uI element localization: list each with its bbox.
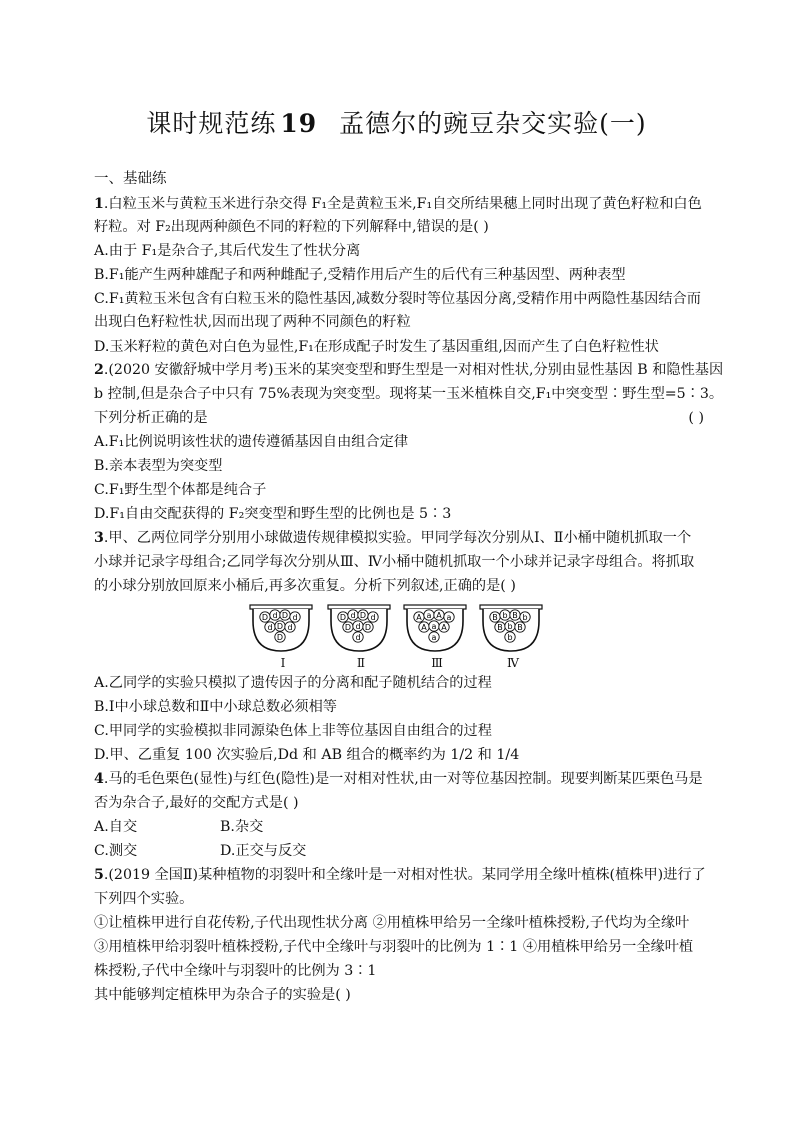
bucket-1-drawing: [248, 603, 318, 655]
q1-option-d: D.玉米籽粒的黄色对白色为显性,F₁在形成配子时发生了基因重组,因而产生了白色籽粒性状: [94, 339, 659, 355]
ball: [353, 621, 363, 631]
q5-text-1: .(2019 全国Ⅱ)某种植物的羽裂叶和全缘叶是一对相对性状。某同学用全缘叶植株(植株甲)进行了: [103, 867, 706, 883]
ball: [444, 612, 454, 622]
ball: [358, 610, 368, 620]
bucket-2-drawing: [326, 603, 396, 655]
ball-letter: b: [522, 613, 528, 622]
ball: [260, 612, 270, 622]
bucket-4-label: Ⅳ: [507, 656, 519, 670]
ball: [363, 622, 373, 632]
q5-number: 5: [94, 867, 104, 883]
q3-number: 3: [94, 530, 104, 546]
ball: [505, 632, 515, 642]
ball-letter: a: [446, 613, 452, 622]
q3-option-c: C.甲同学的实验模拟非同源染色体上非等位基因自由组合的过程: [94, 723, 492, 739]
bucket-3-label: Ⅲ: [431, 656, 443, 670]
q2-option-a: A.F₁比例说明该性状的遗传遵循基因自由组合定律: [94, 434, 409, 450]
ball-letter: D: [339, 613, 347, 622]
q3-option-d: D.甲、乙重复 100 次实验后,Dd 和 AB 组合的概率约为 1/2 和 1/4: [94, 747, 520, 763]
q1-option-c-1: C.F₁黄粒玉米包含有白粒玉米的隐性基因,减数分裂时等位基因分离,受精作用中两隐性基因结合而: [94, 291, 701, 307]
q1-option-c-2: 出现白色籽粒性状,因而出现了两种不同颜色的籽粒: [94, 314, 411, 330]
bucket-3: [402, 603, 472, 670]
ball-letter: b: [507, 622, 513, 631]
ball: [424, 610, 434, 620]
ball: [290, 612, 300, 622]
q5-line-3: ①让植株甲进行自花传粉,子代出现性状分离 ②用植株甲给另一全缘叶植株授粉,子代均为全缘叶: [94, 915, 690, 931]
ball-letter: B: [512, 611, 518, 620]
ball-letter: D: [359, 611, 367, 620]
ball: [348, 610, 358, 620]
ball: [353, 632, 363, 642]
ball: [368, 612, 378, 622]
q4-option-a: A.自交: [94, 819, 138, 835]
ball: [275, 632, 285, 642]
ball: [280, 610, 290, 620]
q4-number: 4: [94, 771, 104, 787]
ball-letter: a: [431, 633, 437, 642]
ball-letter: d: [287, 623, 293, 632]
ball: [439, 622, 449, 632]
ball-letter: B: [497, 623, 503, 632]
bucket-3-drawing: [402, 603, 472, 655]
ball: [414, 612, 424, 622]
q2-line-3: [94, 407, 704, 429]
title-suffix: 孟德尔的豌豆杂交实验(一): [339, 109, 647, 138]
q5-line-5: 株授粉,子代中全缘叶与羽裂叶的比例为 3∶1: [94, 963, 377, 979]
q2-option-b: B.亲本表型为突变型: [94, 458, 223, 474]
ball-letter: D: [261, 613, 269, 622]
ball: [429, 621, 439, 631]
q4-option-d: D.正交与反交: [220, 843, 307, 859]
ball: [490, 612, 500, 622]
ball: [500, 610, 510, 620]
bucket-figure: [246, 603, 546, 669]
section-heading: 一、基础练: [94, 171, 167, 187]
ball-letter: d: [272, 611, 278, 620]
ball-letter: B: [492, 613, 498, 622]
ball-letter: d: [292, 613, 298, 622]
q4-option-c: C.测交: [94, 843, 138, 859]
q1-line-1: [94, 193, 704, 215]
q3-line-3: 的小球分别放回原来小桶后,再多次重复。分析下列叙述,正确的是( ): [94, 578, 516, 594]
q4-options-row-1: [94, 816, 704, 838]
ball-letter: D: [276, 622, 284, 631]
bucket-rim: [328, 605, 390, 609]
ball-letter: d: [370, 613, 376, 622]
q2-number: 2: [94, 362, 104, 378]
ball: [338, 612, 348, 622]
q3-line-2: 小球并记录字母组合;乙同学每次分别从Ⅲ、Ⅳ小桶中随机抓取一个小球并记录字母组合。将抓取: [94, 554, 695, 570]
q2-option-d: D.F₁自由交配获得的 F₂突变型和野生型的比例也是 5∶3: [94, 506, 452, 522]
q1-line-2: 籽粒。对 F₂出现两种颜色不同的籽粒的下列解释中,错误的是( ): [94, 219, 489, 235]
bucket-2: [326, 603, 396, 670]
ball: [285, 622, 295, 632]
ball: [510, 610, 520, 620]
q5-line-4: ③用植株甲给羽裂叶植株授粉,子代中全缘叶与羽裂叶的比例为 1∶1 ④用植株甲给另一全缘叶植: [94, 939, 694, 955]
ball-letter: D: [364, 623, 372, 632]
bucket-rim: [250, 605, 312, 609]
q5-line-2: 下列四个实验。: [94, 891, 194, 907]
q3-option-b: B.Ⅰ中小球总数和Ⅱ中小球总数必须相等: [94, 699, 337, 715]
q2-option-c: C.F₁野生型个体都是纯合子: [94, 482, 267, 498]
bucket-1-label: Ⅰ: [280, 656, 286, 670]
page-title: [0, 104, 793, 140]
q1-option-b: B.F₁能产生两种雄配子和两种雌配子,受精作用后产生的后代有三种基因型、两种表型: [94, 267, 626, 283]
ball: [419, 622, 429, 632]
title-number: 19: [280, 109, 318, 138]
bucket-1: [248, 603, 318, 670]
ball-letter: a: [431, 622, 437, 631]
ball-letter: d: [350, 611, 356, 620]
q4-line-2: 否为杂合子,最好的交配方式是( ): [94, 795, 299, 811]
q1-text-1: .白粒玉米与黄粒玉米进行杂交得 F₁全是黄粒玉米,F₁自交所结果穗上同时出现了黄色籽粒和白色: [103, 196, 702, 212]
ball-letter: d: [267, 623, 273, 632]
ball: [275, 621, 285, 631]
q4-option-b: B.杂交: [220, 819, 264, 835]
ball-letter: D: [281, 611, 289, 620]
q1-option-a: A.由于 F₁是杂合子,其后代发生了性状分离: [94, 243, 361, 259]
q4-options-row-2: [94, 840, 704, 862]
ball-letter: b: [507, 633, 513, 642]
q2-answer-paren: ( ): [688, 410, 704, 426]
q2-text-3: 下列分析正确的是: [94, 410, 208, 426]
ball-letter: B: [517, 623, 523, 632]
q5-line-6: 其中能够判定植株甲为杂合子的实验是( ): [94, 987, 351, 1003]
q3-option-a: A.乙同学的实验只模拟了遗传因子的分离和配子随机结合的过程: [94, 675, 492, 691]
q2-line-1: [94, 359, 724, 381]
ball: [434, 610, 444, 620]
q1-number: 1: [94, 196, 104, 212]
q4-line-1: [94, 768, 704, 790]
ball-letter: A: [421, 623, 427, 632]
ball-letter: A: [436, 611, 442, 620]
q4-text-1: .马的毛色栗色(显性)与红色(隐性)是一对相对性状,由一对等位基因控制。现要判断某匹栗色马是: [103, 771, 703, 787]
bucket-4: [478, 603, 548, 670]
bucket-rim: [480, 605, 542, 609]
q5-line-1: [94, 864, 704, 886]
bucket-4-drawing: [478, 603, 548, 655]
ball: [505, 621, 515, 631]
ball-letter: A: [416, 613, 422, 622]
ball-letter: d: [355, 622, 361, 631]
title-prefix: 课时规范练: [146, 109, 277, 138]
ball-letter: D: [276, 633, 284, 642]
ball: [520, 612, 530, 622]
q3-text-1: .甲、乙两位同学分别用小球做遗传规律模拟实验。甲同学每次分别从Ⅰ、Ⅱ小桶中随机抓取一个: [103, 530, 692, 546]
bucket-2-label: Ⅱ: [356, 656, 366, 670]
ball-letter: D: [344, 623, 352, 632]
ball: [495, 622, 505, 632]
q3-line-1: [94, 527, 704, 549]
ball: [429, 632, 439, 642]
ball: [270, 610, 280, 620]
ball: [343, 622, 353, 632]
ball-letter: b: [502, 611, 508, 620]
ball-letter: d: [355, 633, 361, 642]
q2-line-2: b 控制,但是杂合子中只有 75%表现为突变型。现将某一玉米植株自交,F₁中突变型∶野生型=5∶3。: [94, 386, 724, 402]
bucket-rim: [404, 605, 466, 609]
q2-text-1: .(2020 安徽舒城中学月考)玉米的某突变型和野生型是一对相对性状,分别由显性基因 B 和隐性基因: [103, 362, 724, 378]
ball-letter: A: [441, 623, 447, 632]
ball: [265, 622, 275, 632]
ball: [515, 622, 525, 632]
ball-letter: a: [426, 611, 432, 620]
